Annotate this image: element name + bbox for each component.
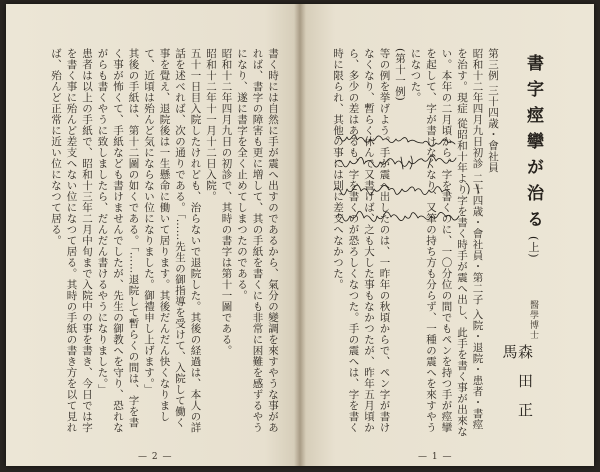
left-paragraph: 昭和十二年十一月十二日入院。 [205,48,217,202]
left-page-body [14,48,280,438]
author-affiliation: 醫學博士 [528,300,538,340]
book-gutter [294,4,306,466]
left-paragraph: 書く時には自然に手が震へ出すのであるから、氣分の變調を來すやうな事があれば、書字の障害も更に増して、其の手紙を書くにも非常に困難を感ずるやうになり、遂に書字を全く止めてしまつたのである。 [236,48,279,433]
figure-caption: (第十一例) [394,48,406,102]
left-paragraph: 五十一日目入院したけれども、治らないで退院した。其後の経過は、本人の詳話を述べれば、次の通りである。「……先生の御指導を受けて、入院して働く事を覺え、退院後は一生懸命に働いて居ります。其後だんだん快くなりまして、近頃は殆んど気にならない位になりました。御禮申し上げます。」 [143,48,202,433]
page-number-right: — 1 — [418,452,453,462]
article-title-text: 書字痙攣が治る [523,54,543,236]
right-paragraph: 第三例 三十四歳・會社員 [487,48,499,173]
article-title-part: (上) [527,236,540,259]
page-number-left: — 2 — [138,452,173,462]
author-name: 森田正馬 [500,344,534,431]
right-paragraph: 昭和十二年四月九日初診 二十四歳・會社員・第二子 入院・退院・患者・書痙を治す。現症 從昭和十年より字を書く時手が震へ出し、此手を書く事が出來ない。本年の二月頃から、字を書くのに、一〇分位の間でもペンを持つ手が痙攣を起して、字が書けなくなり、又筆の持ち方も分らず、一種の震へを來すやうになつた。 [409,48,484,437]
left-paragraph: 昭和十二年四月九日の初診で、其時の書字は第十一圖である。 [220,48,233,356]
article-title [519,54,541,304]
right-paragraph: 等の例を挙げよう。手が震へ出したのは、一昨年の秋頃からで、ペン字が書けなくなり、暫らく休んで又書けば、之も大した事もなかつたが、昨年五月頃から、多少の差はあるも、字を書くのが恐ろしくなつた。手の震へは、字を書く時に限られ、其他の事には別に差支へなかつた。 [332,48,391,433]
right-page-body [322,48,500,438]
left-paragraph: 患者は以上の手紙で、昭和十三年二月中旬まで入院中の事を書き、今日では字を書く事に殆んど差支へない位になつて居る。其時の手紙の書き方を以て見れば、殆んど正常に近い位になつて居る。 [50,48,93,433]
left-paragraph: 其後の手紙は、第十二圖の如くである。「……退院して暫らくの間は、字を書く事が怖くて、手紙なども書けませんでしたが、先生の御教へを守り、恐れながらも書くやうに致しましたら、だんだん書けるやうになりました。」 [96,48,140,433]
